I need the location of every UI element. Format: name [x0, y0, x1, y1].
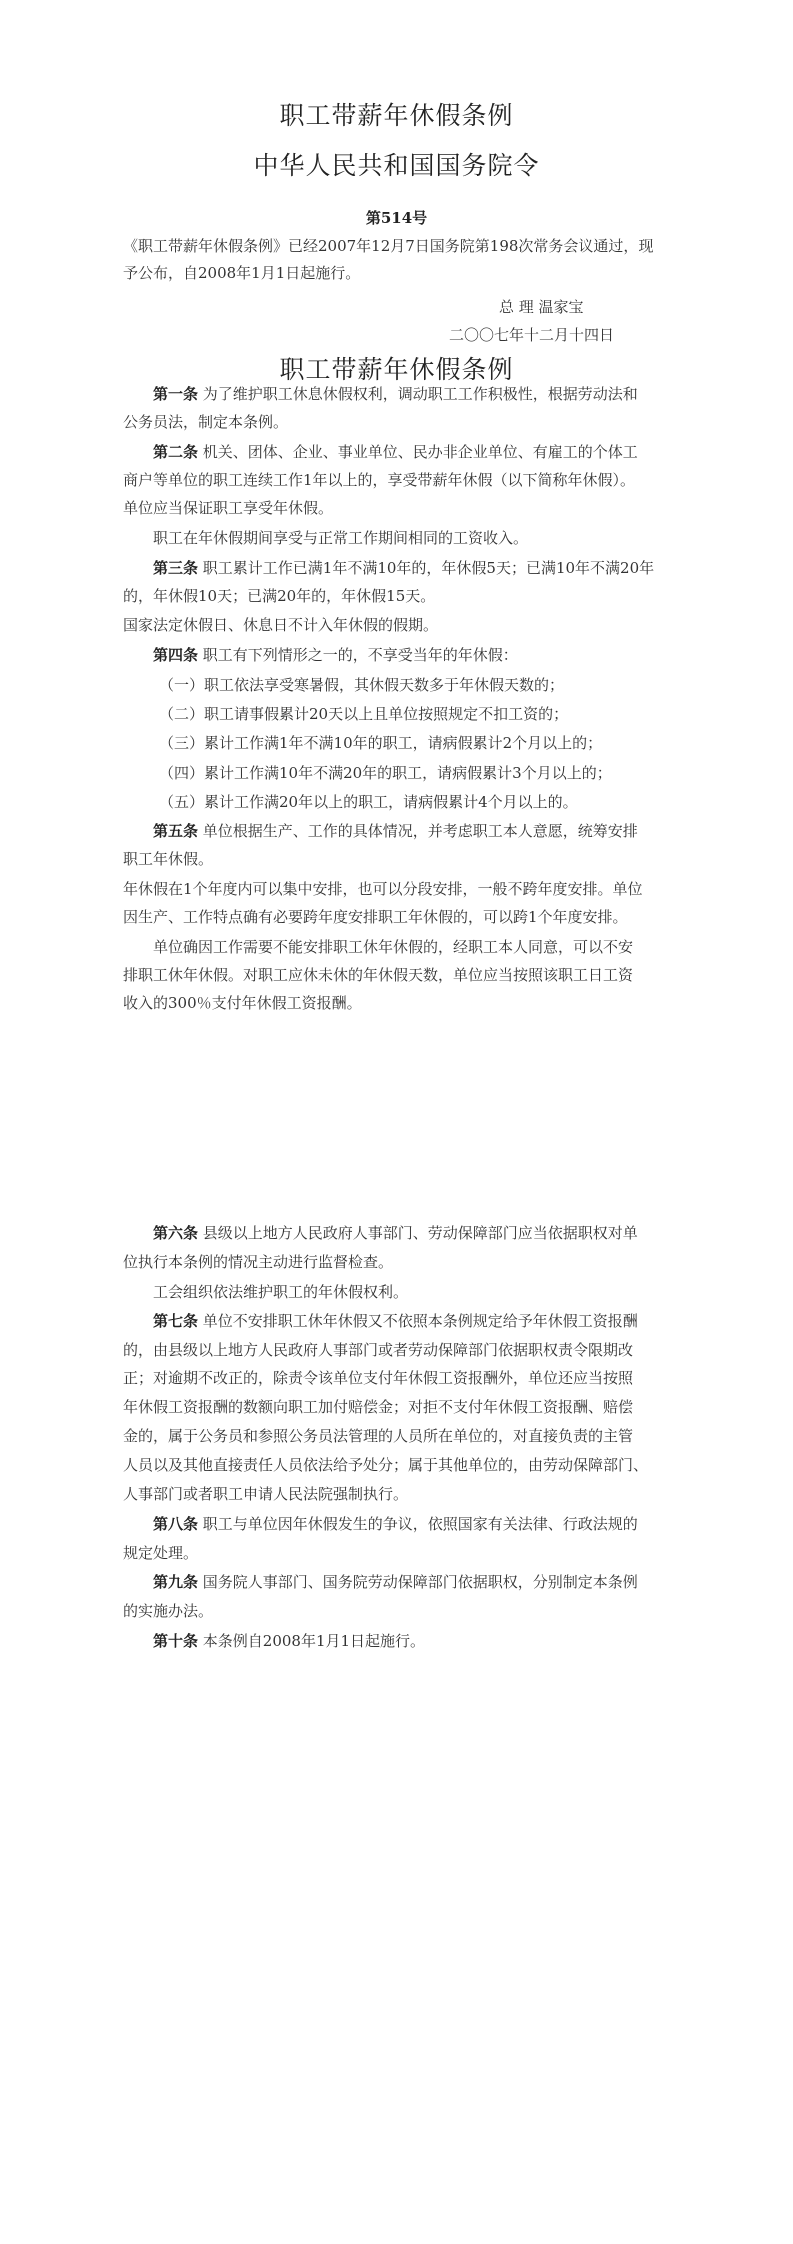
article-text: 人事部门或者职工申请人民法院强制执行。	[123, 1485, 409, 1503]
article-text: 单位应当保证职工享受年休假。	[123, 499, 334, 517]
preamble-line: 《职工带薪年休假条例》已经2007年12月7日国务院第198次常务会议通过，现	[123, 237, 654, 255]
list-item: （一）职工依法享受寒暑假，其休假天数多于年休假天数的；	[159, 676, 565, 694]
article-label: 第六条	[153, 1224, 199, 1242]
article-text: 排职工休年休假。对职工应休未休的年休假天数，单位应当按照该职工日工资	[123, 966, 634, 984]
article-text: 人员以及其他直接责任人员依法给予处分；属于其他单位的，由劳动保障部门、	[123, 1456, 649, 1474]
article-3	[153, 557, 654, 579]
order-number: 第514号	[365, 209, 428, 227]
article-label: 第三条	[153, 559, 199, 577]
article-text: 金的，属于公务员和参照公务员法管理的人员所在单位的，对直接负责的主管	[123, 1427, 634, 1445]
article-2	[153, 441, 638, 463]
article-text: 职工累计工作已满1年不满10年的，年休假5天；已满10年不满20年	[202, 559, 655, 577]
article-text: 工会组织依法维护职工的年休假权利。	[153, 1283, 409, 1301]
article-text: 职工在年休假期间享受与正常工作期间相同的工资收入。	[153, 529, 529, 547]
article-text: 国务院人事部门、国务院劳动保障部门依据职权，分别制定本条例	[202, 1573, 638, 1591]
article-text: 单位根据生产、工作的具体情况，并考虑职工本人意愿，统筹安排	[202, 822, 638, 840]
preamble-line: 予公布，自2008年1月1日起施行。	[123, 264, 361, 282]
article-label: 第五条	[153, 822, 199, 840]
article-label: 第九条	[153, 1573, 199, 1591]
article-text: 的，由县级以上地方人民政府人事部门或者劳动保障部门依据职权责令限期改	[123, 1341, 634, 1359]
article-text: 收入的300％支付年休假工资报酬。	[123, 994, 362, 1012]
article-text: 县级以上地方人民政府人事部门、劳动保障部门应当依据职权对单	[202, 1224, 638, 1242]
article-text: 单位确因工作需要不能安排职工休年休假的，经职工本人同意，可以不安	[153, 938, 634, 956]
article-label: 第一条	[153, 385, 199, 403]
article-text: 年休假工资报酬的数额向职工加付赔偿金；对拒不支付年休假工资报酬、赔偿	[123, 1398, 634, 1416]
article-7	[153, 1310, 638, 1332]
article-text: 本条例自2008年1月1日起施行。	[202, 1632, 426, 1650]
article-label: 第二条	[153, 443, 199, 461]
article-text: 位执行本条例的情况主动进行监督检查。	[123, 1253, 394, 1271]
article-label: 第四条	[153, 646, 199, 664]
body-title: 职工带薪年休假条例	[279, 355, 514, 384]
article-text: 的，年休假10天；已满20年的，年休假15天。	[123, 587, 436, 605]
article-text: 职工与单位因年休假发生的争议，依照国家有关法律、行政法规的	[202, 1515, 638, 1533]
article-text: 规定处理。	[123, 1544, 199, 1562]
article-label: 第十条	[153, 1632, 199, 1650]
signatory: 总 理 温家宝	[499, 298, 584, 316]
article-text: 单位不安排职工休年休假又不依照本条例规定给予年休假工资报酬	[202, 1312, 638, 1330]
article-8	[153, 1513, 638, 1535]
article-text: 国家法定休假日、休息日不计入年休假的假期。	[123, 616, 439, 634]
article-6	[153, 1222, 638, 1244]
article-10	[153, 1630, 425, 1652]
article-1	[153, 383, 638, 405]
article-text: 机关、团体、企业、事业单位、民办非企业单位、有雇工的个体工	[202, 443, 638, 461]
issue-date: 二〇〇七年十二月十四日	[449, 326, 615, 344]
article-label: 第八条	[153, 1515, 199, 1533]
article-text: 职工年休假。	[123, 850, 214, 868]
article-label: 第七条	[153, 1312, 199, 1330]
list-item: （三）累计工作满1年不满10年的职工，请病假累计2个月以上的；	[159, 734, 603, 752]
article-text: 正；对逾期不改正的，除责令该单位支付年休假工资报酬外，单位还应当按照	[123, 1369, 634, 1387]
article-text: 职工有下列情形之一的，不享受当年的年休假：	[202, 646, 518, 664]
article-text: 为了维护职工休息休假权利，调动职工工作积极性，根据劳动法和	[202, 385, 638, 403]
article-text: 的实施办法。	[123, 1602, 214, 1620]
article-text: 公务员法，制定本条例。	[123, 413, 289, 431]
document-title: 职工带薪年休假条例	[279, 101, 514, 130]
article-text: 年休假在1个年度内可以集中安排，也可以分段安排，一般不跨年度安排。单位	[123, 880, 643, 898]
article-5	[153, 820, 638, 842]
article-9	[153, 1571, 638, 1593]
order-heading: 中华人民共和国国务院令	[253, 151, 540, 180]
list-item: （二）职工请事假累计20天以上且单位按照规定不扣工资的；	[159, 705, 569, 723]
list-item: （五）累计工作满20年以上的职工，请病假累计4个月以上的。	[159, 793, 578, 811]
list-item: （四）累计工作满10年不满20年的职工，请病假累计3个月以上的；	[159, 764, 612, 782]
article-text: 商户等单位的职工连续工作1年以上的，享受带薪年休假（以下简称年休假）。	[123, 471, 636, 489]
article-text: 因生产、工作特点确有必要跨年度安排职工年休假的，可以跨1个年度安排。	[123, 908, 628, 926]
article-4	[153, 644, 518, 666]
